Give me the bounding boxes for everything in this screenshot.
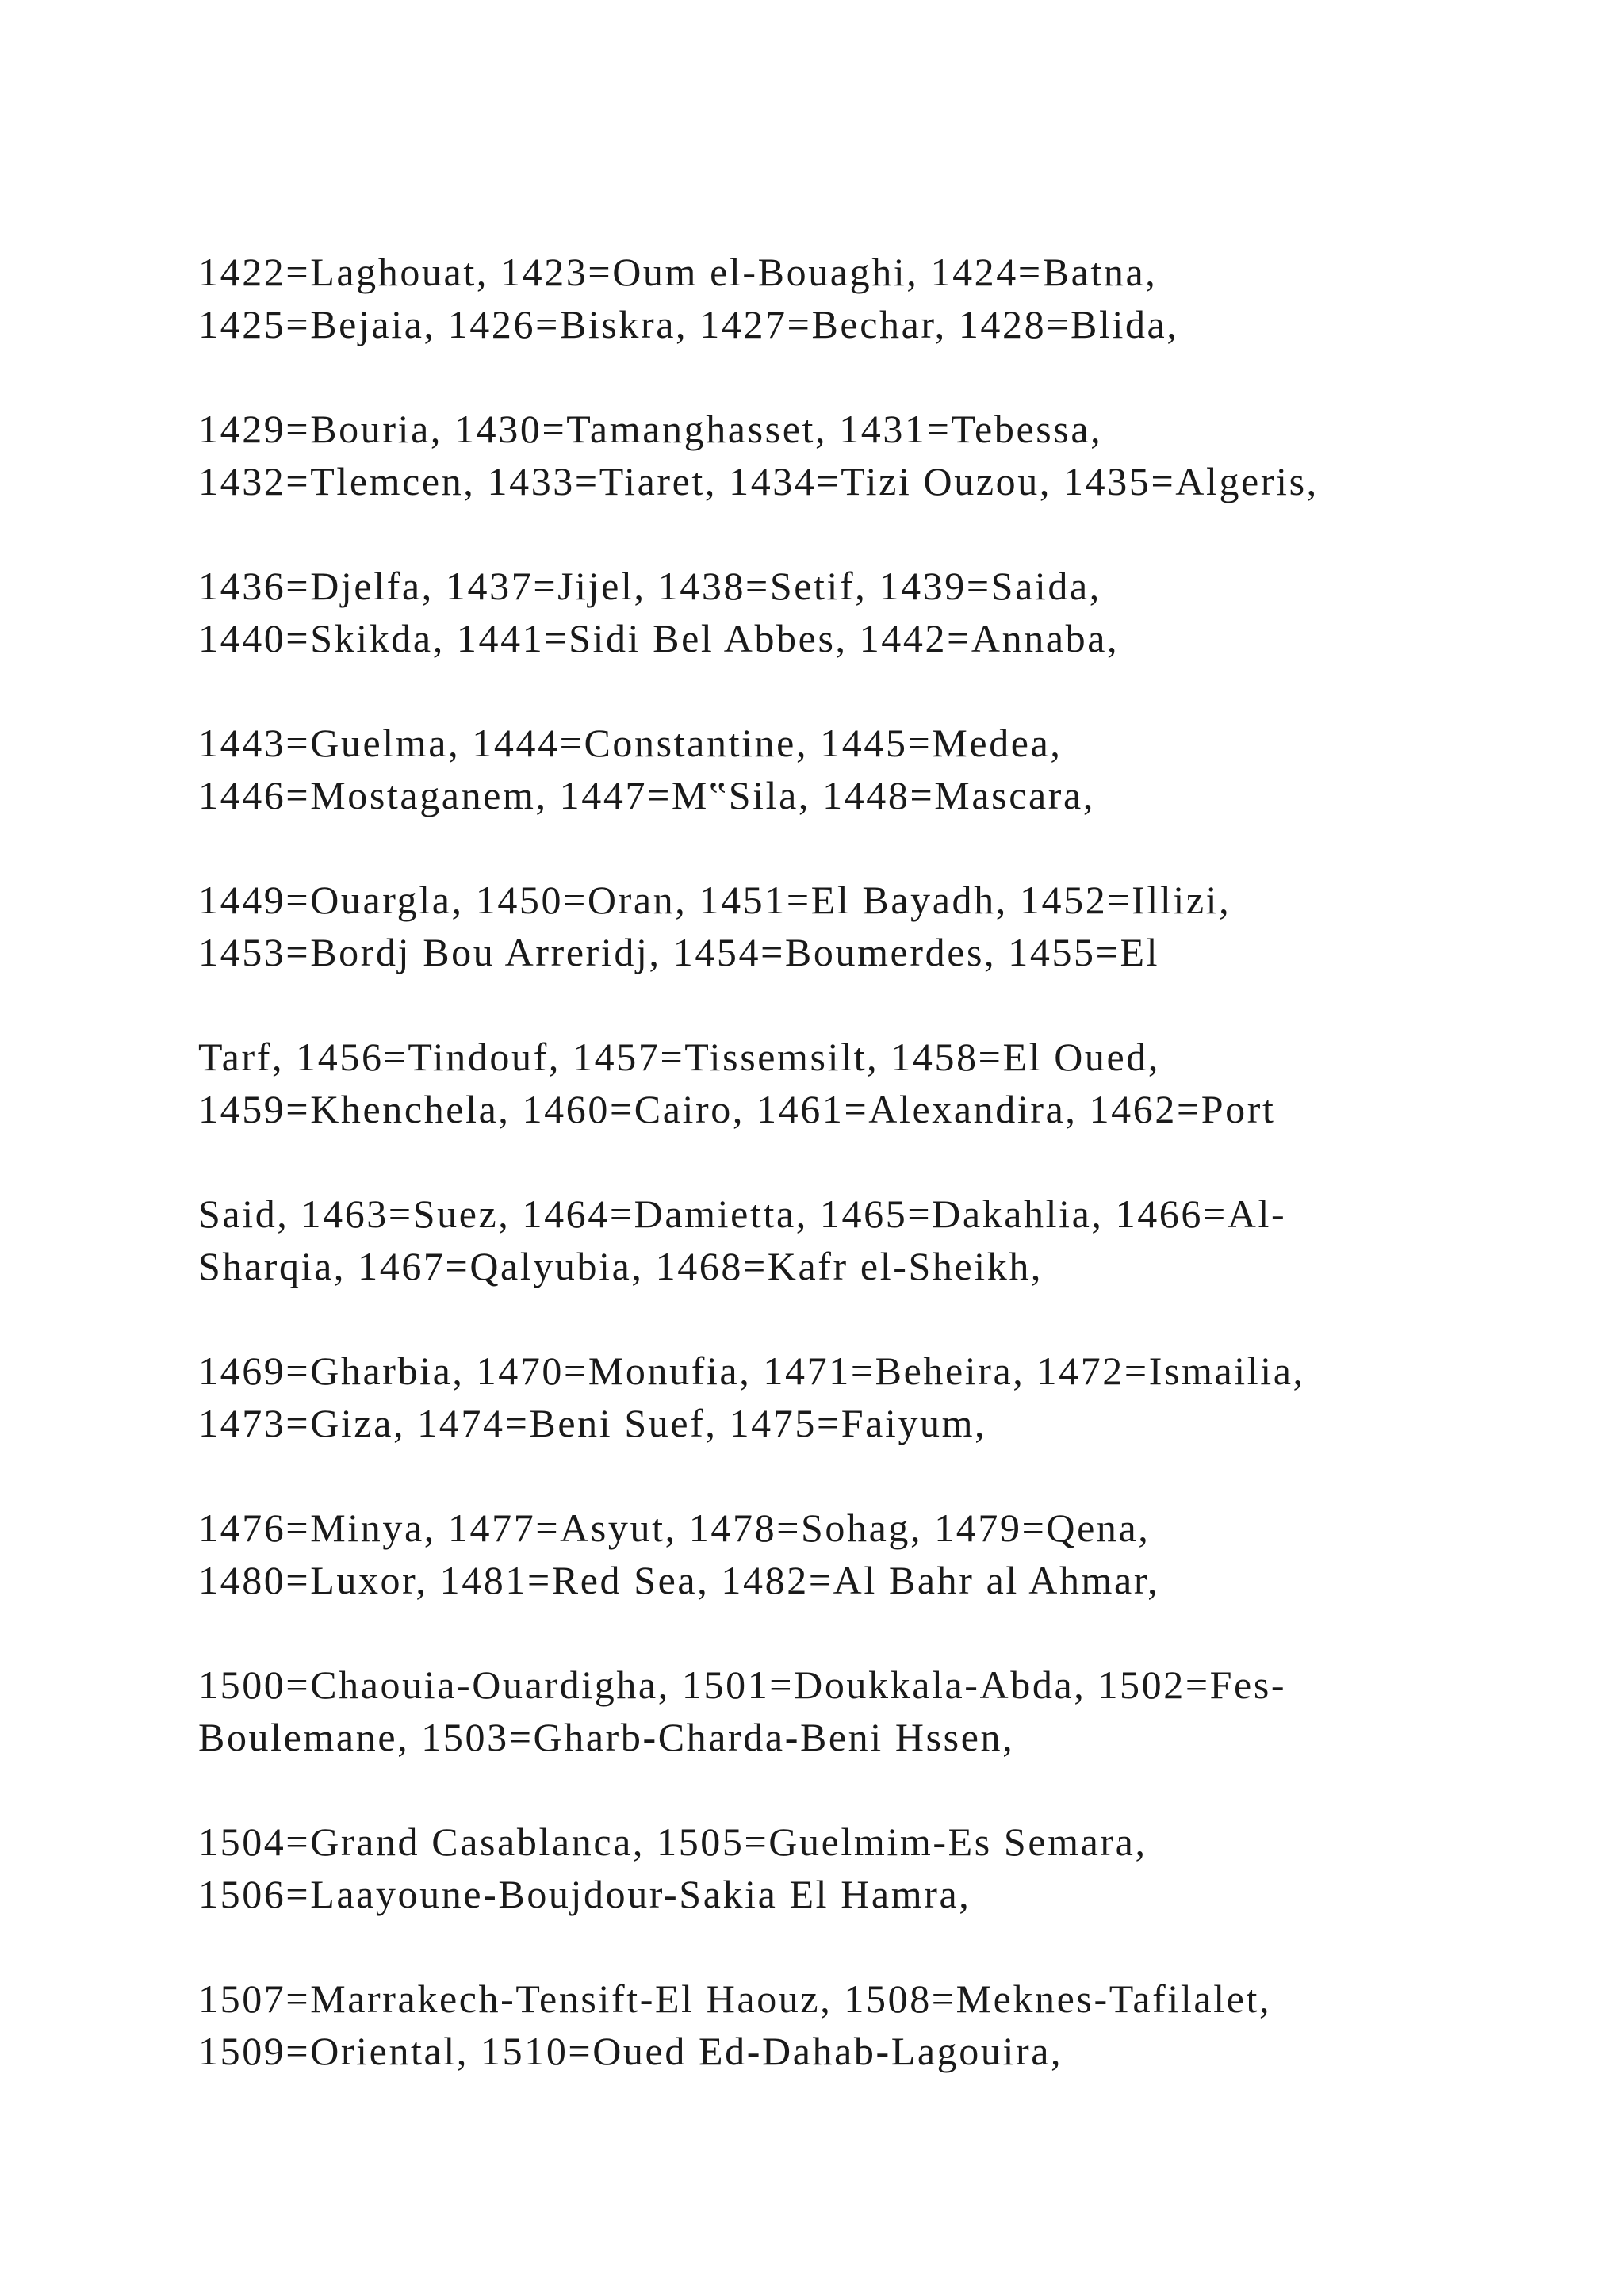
text-line: Tarf, 1456=Tindouf, 1457=Tissemsilt, 1458=El Oued, — [198, 1035, 1161, 1079]
paragraph — [198, 246, 1435, 350]
paragraph — [198, 1502, 1435, 1606]
text-line: 1446=Mostaganem, 1447=M‟Sila, 1448=Mascara, — [198, 773, 1095, 817]
paragraph — [198, 1031, 1435, 1135]
paragraph — [198, 1188, 1435, 1292]
text-line: 1429=Bouria, 1430=Tamanghasset, 1431=Tebessa, — [198, 407, 1103, 451]
text-line: 1449=Ouargla, 1450=Oran, 1451=El Bayadh, 1452=Illizi, — [198, 878, 1231, 922]
text-line: 1506=Laayoune-Boujdour-Sakia El Hamra, — [198, 1872, 971, 1916]
text-line: 1504=Grand Casablanca, 1505=Guelmim-Es Semara, — [198, 1820, 1147, 1864]
text-line: 1509=Oriental, 1510=Oued Ed-Dahab-Lagouira, — [198, 2029, 1063, 2073]
text-line: 1440=Skikda, 1441=Sidi Bel Abbes, 1442=Annaba, — [198, 616, 1120, 660]
paragraph — [198, 1345, 1435, 1449]
paragraph — [198, 560, 1435, 664]
text-line: 1507=Marrakech-Tensift-El Haouz, 1508=Meknes-Tafilalet, — [198, 1976, 1272, 2021]
document-body — [198, 246, 1435, 2130]
paragraph — [198, 1816, 1435, 1920]
text-line: 1432=Tlemcen, 1433=Tiaret, 1434=Tizi Ouzou, 1435=Algeris, — [198, 459, 1319, 503]
text-line: 1469=Gharbia, 1470=Monufia, 1471=Beheira, 1472=Ismailia, — [198, 1349, 1305, 1393]
text-line: 1500=Chaouia-Ouardigha, 1501=Doukkala-Abda, 1502=Fes- — [198, 1663, 1287, 1707]
text-line: 1459=Khenchela, 1460=Cairo, 1461=Alexandira, 1462=Port — [198, 1087, 1276, 1131]
text-line: 1425=Bejaia, 1426=Biskra, 1427=Bechar, 1428=Blida, — [198, 302, 1179, 346]
text-line: Sharqia, 1467=Qalyubia, 1468=Kafr el-Sheikh, — [198, 1244, 1044, 1288]
text-line: Boulemane, 1503=Gharb-Charda-Beni Hssen, — [198, 1715, 1015, 1759]
text-line: Said, 1463=Suez, 1464=Damietta, 1465=Dakahlia, 1466=Al- — [198, 1192, 1287, 1236]
paragraph — [198, 1659, 1435, 1763]
paragraph — [198, 874, 1435, 978]
text-line: 1422=Laghouat, 1423=Oum el-Bouaghi, 1424=Batna, — [198, 250, 1158, 294]
text-line: 1436=Djelfa, 1437=Jijel, 1438=Setif, 1439=Saida, — [198, 564, 1101, 608]
paragraph — [198, 1973, 1435, 2077]
text-line: 1443=Guelma, 1444=Constantine, 1445=Medea, — [198, 721, 1063, 765]
text-line: 1473=Giza, 1474=Beni Suef, 1475=Faiyum, — [198, 1401, 987, 1445]
text-line: 1453=Bordj Bou Arreridj, 1454=Boumerdes, 1455=El — [198, 930, 1160, 974]
text-line: 1480=Luxor, 1481=Red Sea, 1482=Al Bahr al Ahmar, — [198, 1558, 1160, 1602]
paragraph — [198, 717, 1435, 821]
text-line: 1476=Minya, 1477=Asyut, 1478=Sohag, 1479=Qena, — [198, 1506, 1151, 1550]
paragraph — [198, 403, 1435, 507]
